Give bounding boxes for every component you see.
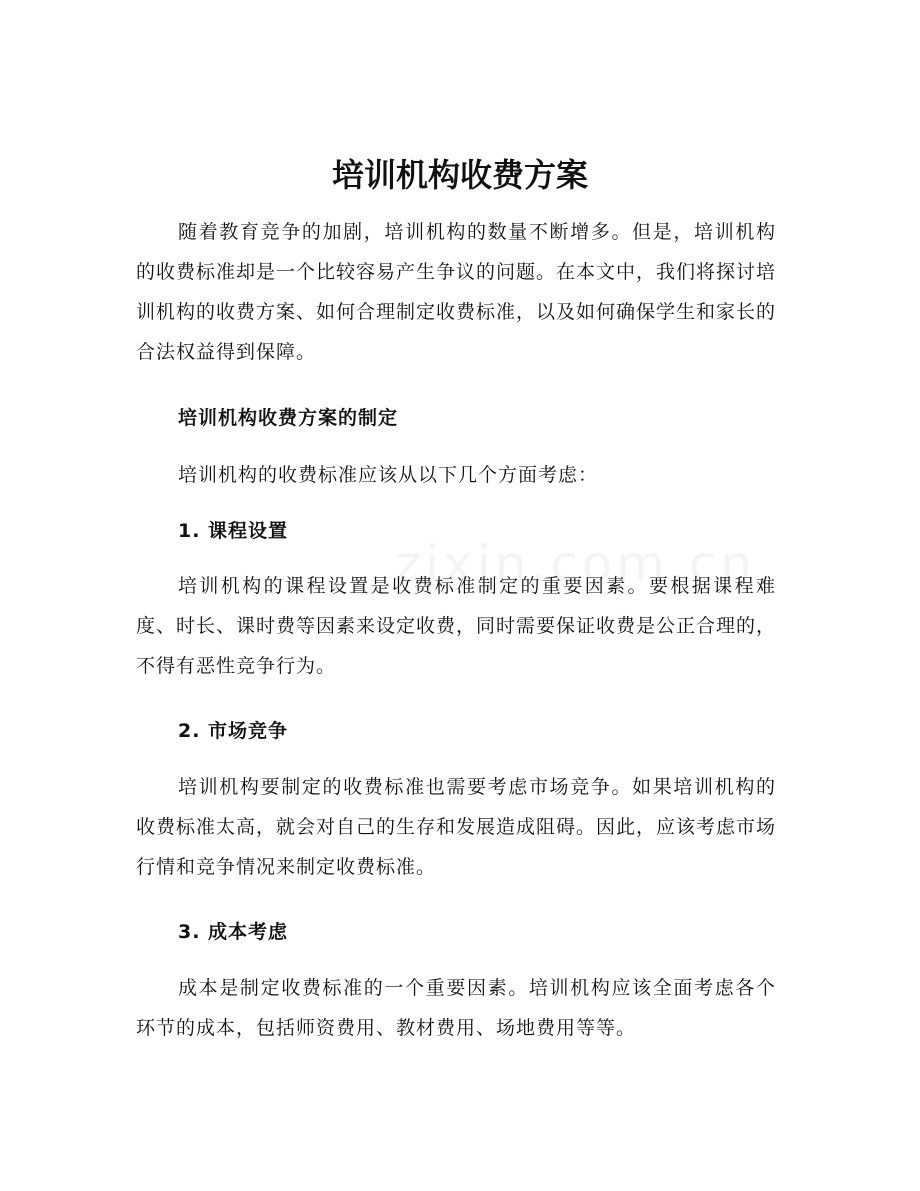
item-paragraph-cost: 成本是制定收费标准的一个重要因素。培训机构应该全面考虑各个环节的成本，包括师资费用、教材费用、场地费用等等。: [136, 977, 776, 1039]
item-heading-cost: 3. 成本考虑: [178, 921, 289, 943]
intro-paragraph: 随着教育竞争的加剧，培训机构的数量不断增多。但是，培训机构的收费标准却是一个比较容易产生争议的问题。在本文中，我们将探讨培训机构的收费方案、如何合理制定收费标准，以及如何确保学生和家长的合法权益得到保障。: [136, 221, 777, 363]
document-title: 培训机构收费方案: [331, 156, 588, 194]
item-paragraph-course: 培训机构的课程设置是收费标准制定的重要因素。要根据课程难度、时长、课时费等因素来设定收费，同时需要保证收费是公正合理的，不得有恶性竞争行为。: [136, 575, 777, 677]
section-lead-paragraph: 培训机构的收费标准应该从以下几个方面考虑：: [178, 464, 599, 486]
item-paragraph-market: 培训机构要制定的收费标准也需要考虑市场竞争。如果培训机构的收费标准太高，就会对自己的生存和发展造成阻碍。因此，应该考虑市场行情和竞争情况来制定收费标准。: [136, 776, 777, 878]
item-heading-course: 1. 课程设置: [178, 520, 289, 542]
section-heading: 培训机构收费方案的制定: [178, 407, 399, 429]
item-heading-market: 2. 市场竞争: [178, 720, 289, 742]
